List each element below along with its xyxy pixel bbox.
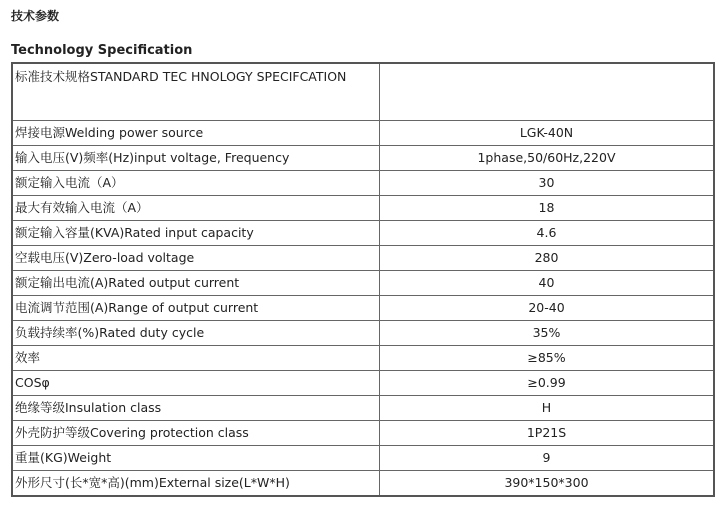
table-row: [12, 396, 714, 421]
table-row: [12, 121, 714, 146]
table-row: [12, 221, 714, 246]
spec-value-insulation-class: H: [380, 396, 715, 421]
table-header-row: [12, 63, 714, 121]
table-row: [12, 346, 714, 371]
table-row: [12, 321, 714, 346]
spec-label-rated-input-capacity: 额定输入容量(KVA)Rated input capacity: [12, 221, 380, 246]
spec-value-zero-load-voltage: 280: [380, 246, 715, 271]
table-row: [12, 421, 714, 446]
spec-label-input-voltage: 输入电压(V)频率(Hz)input voltage, Frequency: [12, 146, 380, 171]
table-row: [12, 446, 714, 471]
spec-value-efficiency: ≥85%: [380, 346, 715, 371]
spec-value-external-size: 390*150*300: [380, 471, 715, 497]
spec-value-max-input-current: 18: [380, 196, 715, 221]
table-row: [12, 371, 714, 396]
table-row: [12, 471, 714, 497]
spec-value-input-voltage: 1phase,50/60Hz,220V: [380, 146, 715, 171]
table-row: [12, 146, 714, 171]
spec-label-insulation-class: 绝缘等级Insulation class: [12, 396, 380, 421]
table-row: [12, 171, 714, 196]
spec-value-duty-cycle: 35%: [380, 321, 715, 346]
table-row: [12, 296, 714, 321]
spec-label-efficiency: 效率: [12, 346, 380, 371]
spec-label-weight: 重量(KG)Weight: [12, 446, 380, 471]
spec-label-rated-output-current: 额定输出电流(A)Rated output current: [12, 271, 380, 296]
page-heading-english: Technology Specification: [11, 43, 193, 58]
spec-value-rated-input-capacity: 4.6: [380, 221, 715, 246]
spec-label-power-factor: COSφ: [12, 371, 380, 396]
table-row: [12, 246, 714, 271]
spec-label-rated-input-current: 额定输入电流（A）: [12, 171, 380, 196]
spec-label-protection-class: 外壳防护等级Covering protection class: [12, 421, 380, 446]
page-heading-chinese: 技术参数: [11, 9, 60, 23]
spec-label-welding-power-source: 焊接电源Welding power source: [12, 121, 380, 146]
header-label-cell: 标准技术规格STANDARD TEC HNOLOGY SPECIFCATION: [12, 63, 380, 121]
spec-value-welding-power-source: LGK-40N: [380, 121, 715, 146]
spec-label-external-size: 外形尺寸(长*宽*高)(mm)External size(L*W*H): [12, 471, 380, 497]
header-value-cell: [380, 63, 715, 121]
spec-value-rated-output-current: 40: [380, 271, 715, 296]
spec-value-weight: 9: [380, 446, 715, 471]
spec-label-duty-cycle: 负载持续率(%)Rated duty cycle: [12, 321, 380, 346]
spec-value-power-factor: ≥0.99: [380, 371, 715, 396]
spec-label-zero-load-voltage: 空载电压(V)Zero-load voltage: [12, 246, 380, 271]
specification-table: [11, 62, 715, 497]
spec-value-output-current-range: 20-40: [380, 296, 715, 321]
table-row: [12, 271, 714, 296]
spec-label-output-current-range: 电流调节范围(A)Range of output current: [12, 296, 380, 321]
table-row: [12, 196, 714, 221]
spec-label-max-input-current: 最大有效输入电流（A）: [12, 196, 380, 221]
spec-value-rated-input-current: 30: [380, 171, 715, 196]
spec-value-protection-class: 1P21S: [380, 421, 715, 446]
